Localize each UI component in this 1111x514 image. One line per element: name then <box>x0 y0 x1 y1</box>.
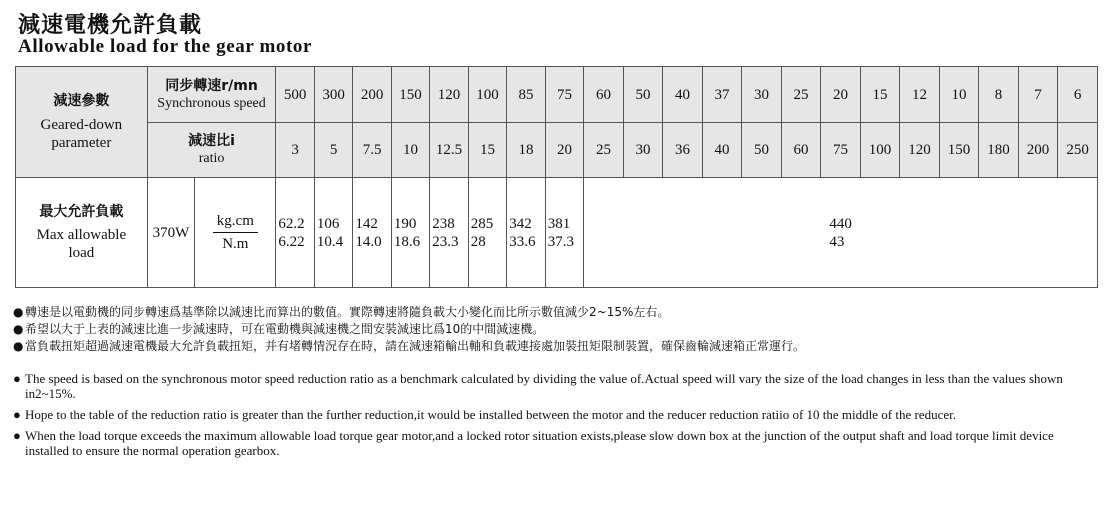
note-zh-text: 轉速是以電動機的同步轉速爲基準除以減速比而算出的數值。實際轉速將隨負載大小變化而比所示數值減少2~15%左右。 <box>25 305 670 319</box>
ratio-cell: 5 <box>314 123 352 178</box>
ratio-cell: 3 <box>276 123 314 178</box>
ratio-cell: 7.5 <box>353 123 391 178</box>
ratio-cell: 36 <box>663 123 703 178</box>
speed-cell: 30 <box>742 67 782 123</box>
load-kgcm: 285 <box>470 215 494 232</box>
load-cell <box>391 178 429 288</box>
bullet-icon: ● <box>13 407 21 422</box>
speed-cell: 8 <box>979 67 1019 123</box>
load-nm: 23.3 <box>432 233 459 250</box>
load-cell <box>468 178 506 288</box>
load-nm: 18.6 <box>393 233 421 250</box>
speed-cell: 40 <box>663 67 703 123</box>
ratio-cell: 60 <box>781 123 821 178</box>
load-cell <box>545 178 583 288</box>
param-label-cell <box>16 67 148 178</box>
ratio-cell: 15 <box>468 123 506 178</box>
param-label-en-1: Geared-down <box>40 117 123 133</box>
note-en <box>13 371 1098 401</box>
speed-cell: 60 <box>584 67 624 123</box>
load-kgcm: 142 <box>355 215 378 232</box>
load-cell <box>507 178 545 288</box>
speed-cell: 120 <box>430 67 468 123</box>
speed-label-en: Synchronous speed <box>157 95 266 111</box>
ratio-cell: 40 <box>702 123 742 178</box>
ratio-cell: 20 <box>545 123 583 178</box>
speed-cell: 6 <box>1058 67 1098 123</box>
ratio-cell: 10 <box>391 123 429 178</box>
speed-cell: 37 <box>702 67 742 123</box>
load-cell <box>353 178 391 288</box>
note-zh <box>13 304 1098 321</box>
speed-cell: 20 <box>821 67 861 123</box>
load-nm: 6.22 <box>278 233 305 250</box>
load-nm: 37.3 <box>547 233 574 250</box>
bullet-icon: ● <box>13 339 24 353</box>
note-en <box>13 407 1098 422</box>
speed-cell: 7 <box>1018 67 1058 123</box>
note-zh-text: 當負載扭矩超過減速電機最大允許負載扭矩，并有堵轉情況存在時，請在減速箱輸出軸和負載連接處加裝扭矩限制裝置，確保齒輪減速箱正常運行。 <box>25 339 806 353</box>
ratio-cell: 180 <box>979 123 1019 178</box>
note-en-text: When the load torque exceeds the maximum allowable load torque gear motor,and a locked rotor situation exists,please slow down box at the junction of the output shaft and load torque limit device installed to ensure the normal operation gearbox. <box>25 428 1054 458</box>
load-label-cell <box>16 178 148 288</box>
note-zh <box>13 338 1098 355</box>
speed-cell: 12 <box>900 67 940 123</box>
ratio-cell: 12.5 <box>430 123 468 178</box>
note-en-text: Hope to the table of the reduction ratio is greater than the further reduction,it would be installed between the motor and the reducer reduction ratiio of 10 the middle of the reducer. <box>25 407 956 422</box>
load-kgcm: 190 <box>393 215 417 232</box>
load-kgcm: 342 <box>509 215 532 232</box>
param-label-en-2: parameter <box>51 135 112 151</box>
ratio-cell: 150 <box>939 123 979 178</box>
load-kgcm: 106 <box>316 215 340 232</box>
speed-cell: 75 <box>545 67 583 123</box>
note-zh-text: 希望以大于上表的減速比進一步減速時，可在電動機與減速機之間安裝減速比爲10的中間減速機。 <box>25 322 545 336</box>
load-cell <box>430 178 468 288</box>
ratio-cell: 18 <box>507 123 545 178</box>
load-kgcm: 381 <box>547 215 571 232</box>
ratio-label-en: ratio <box>198 151 225 166</box>
load-kgcm: 238 <box>432 215 455 232</box>
speed-label-cell <box>147 67 276 123</box>
note-en-text: The speed is based on the synchronous motor speed reduction ratio as a benchmark calculated by dividing the value of.Actual speed will vary the size of the load changes in less than the values shown in2~15%. <box>25 371 1063 401</box>
ratio-cell: 25 <box>584 123 624 178</box>
ratio-cell: 50 <box>742 123 782 178</box>
speed-cell: 100 <box>468 67 506 123</box>
speed-cell: 10 <box>939 67 979 123</box>
note-en <box>13 428 1098 458</box>
page-title-zh: 減速電機允許負載 <box>18 13 203 38</box>
param-label-zh: 減速參數 <box>53 93 110 109</box>
speed-cell: 300 <box>314 67 352 123</box>
load-rest-cell <box>584 178 1098 288</box>
load-label-zh: 最大允許負載 <box>39 204 124 220</box>
bullet-icon: ● <box>13 322 24 336</box>
bullet-icon: ● <box>13 428 21 443</box>
speed-cell: 85 <box>507 67 545 123</box>
load-nm: 33.6 <box>509 233 536 250</box>
speed-cell: 15 <box>860 67 900 123</box>
speed-label-zh: 同步轉速r/mn <box>165 77 258 94</box>
speed-cell: 150 <box>391 67 429 123</box>
load-cell <box>276 178 314 288</box>
load-nm: 10.4 <box>316 233 344 250</box>
load-label-en-1: Max allowable <box>36 227 127 243</box>
speed-cell: 200 <box>353 67 391 123</box>
ratio-label-cell <box>147 123 276 178</box>
load-nm: 14.0 <box>355 233 382 250</box>
unit-kgcm: kg.cm <box>213 212 258 233</box>
allowable-load-table <box>15 66 1098 288</box>
ratio-cell: 200 <box>1018 123 1058 178</box>
page-title-en: Allowable load for the gear motor <box>18 36 313 57</box>
load-rest-kgcm: 440 <box>829 215 852 232</box>
unit-nm: N.m <box>222 236 249 252</box>
ratio-cell: 75 <box>821 123 861 178</box>
bullet-icon: ● <box>13 305 24 319</box>
notes-en <box>13 371 1098 464</box>
speed-cell: 50 <box>623 67 663 123</box>
unit-cell <box>195 178 276 288</box>
load-kgcm: 62.2 <box>278 215 305 232</box>
note-zh <box>13 321 1098 338</box>
ratio-cell: 250 <box>1058 123 1098 178</box>
notes-zh <box>13 304 1098 355</box>
ratio-cell: 120 <box>900 123 940 178</box>
speed-cell: 500 <box>276 67 314 123</box>
load-label-en-2: load <box>68 245 95 261</box>
ratio-cell: 100 <box>860 123 900 178</box>
ratio-label-zh: 減速比i <box>188 133 235 149</box>
speed-cell: 25 <box>781 67 821 123</box>
load-nm: 28 <box>470 233 486 250</box>
ratio-cell: 30 <box>623 123 663 178</box>
bullet-icon: ● <box>13 371 21 386</box>
load-rest-nm: 43 <box>829 233 845 250</box>
load-cell <box>314 178 352 288</box>
power-cell: 370W <box>147 178 195 288</box>
